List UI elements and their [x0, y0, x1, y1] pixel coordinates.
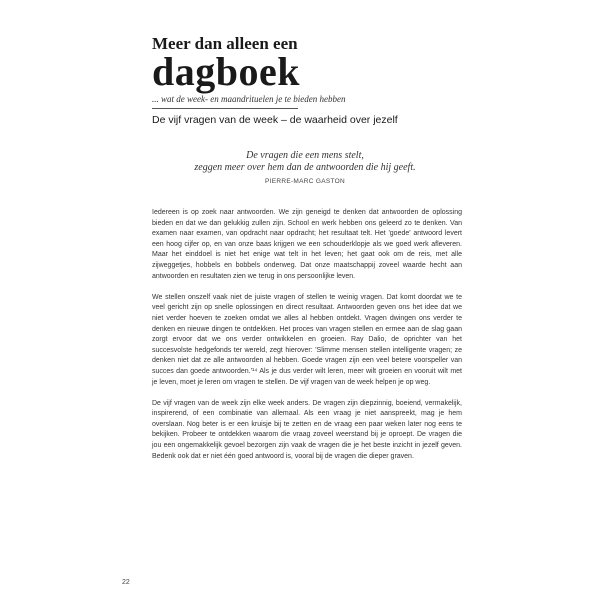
page-number: 22 [122, 579, 130, 586]
epigraph-author: PIERRE-MARC GASTON [264, 178, 346, 185]
epigraph-quote [120, 150, 490, 174]
tagline-underline [152, 108, 298, 109]
chapter-tagline: ... wat de week- en maandrituelen je te bieden hebben [152, 94, 346, 104]
chapter-title-line2: dagboek [152, 49, 300, 94]
body-text [152, 208, 462, 473]
epigraph-line2: zeggen meer over hem dan de antwoorden die hij geeft. [194, 162, 416, 173]
paragraph: De vijf vragen van de week zijn elke week anders. De vragen zijn diepzinnig, boeiend, vermakelijk, inspirerend, of een combinatie van allemaal. Als een vraag je niet aanspreekt, mag je hem overslaan. Nog beter is er een kruisje bij te zetten en de vraag een paar weken later nog eens te bekijken. Probeer te ontdekken waarom die vraag zoveel weerstand bij je oproept. De vragen die jou een ongemakkelijk gevoel bezorgen zijn vaak de vragen die je het beste inzicht in jezelf geven. Bedenk ook dat er niet één goed antwoord is, vooral bij de vragen die dieper graven. [152, 399, 462, 460]
paragraph: We stellen onszelf vaak niet de juiste vragen of stellen te weinig vragen. Dat komt doordat we te veel gericht zijn op snelle oplossingen en direct resultaat. Antwoorden geven ons het idee dat we niet verder hoeven te zoeken omdat we alles al hebben ontdekt. Vragen dwingen ons verder te denken en nieuwe dingen te ontdekken. Het proces van vragen stellen en ermee aan de slag gaan zorgt ervoor dat we ons verder ontwikkelen en groeien. Ray Dalio, de oprichter van het succesvolste hedgefonds ter wereld, zegt hierover: 'Slimme mensen stellen intelligente vragen; ze denken niet dat ze alle antwoorden al hebben. Goede vragen zijn een veel betere voorspeller van succes dan goede antwoorden.'¹⁴ Als je dus verder wilt leren, meer wilt groeien en vooruit wilt met je leven, moet je leren om vragen te stellen. De vijf vragen van de week helpen je op weg. [152, 293, 462, 386]
chapter-title-line1: Meer dan alleen een [152, 34, 298, 53]
section-subtitle: De vijf vragen van de week – de waarheid over jezelf [152, 114, 398, 126]
paragraph: Iedereen is op zoek naar antwoorden. We zijn geneigd te denken dat antwoorden de oplossing bieden en dat we dan gelukkig zullen zijn. School en werk hebben ons geleerd zo te denken. Van examen naar examen, van opdracht naar opdracht; het resultaat telt. Het 'goede' antwoord levert een hoog cijfer op, en van onze baas krijgen we een schouderklopje als we goed werk afleveren. Maar het einddoel is niet het enige wat telt in het leven; het gaat ook om de reis, met alle zijweggetjes, hobbels en bobbels onderweg. Dat onze maatschappij zoveel waarde hecht aan antwoorden en resultaten zien we terug in ons persoonlijke leven. [152, 209, 462, 280]
epigraph-line1: De vragen die een mens stelt, [246, 150, 364, 161]
